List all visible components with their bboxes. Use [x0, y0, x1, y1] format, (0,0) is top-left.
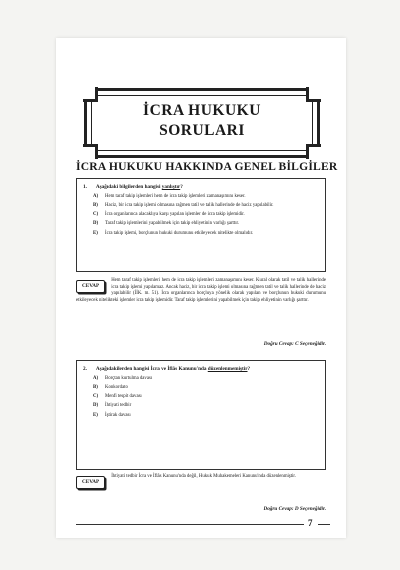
option-e: E) İcra takip işlemi, borçlunun hukuki durumunu etkileyecek nitelikte olmalıdır.: [93, 230, 254, 236]
option-c: C) Menfi tespit davası: [93, 394, 142, 400]
question-1-number: 1.: [83, 184, 87, 190]
correct-answer-2: Doğru Cevap: D Seçeneğidir.: [263, 506, 326, 512]
option-a: A) Borçtan kurtulma davası: [93, 375, 153, 381]
answer-1-text: Hem taraf takip işlemleri hem de icra takip işlemleri zamanaşımını keser. Kural olarak tatil ve talik hallerinde icra takip işlemi yapılamaz. Ancak haciz, bir icra takip işlemi olmasına rağmen tatil ve talik hallerinde de haciz yapılabilir (İİK. m. 51). İcra organlarınca borçluya yönelik olarak yapılan ve borçlunun hukuki durumunu etkileyecek nitelikteki işlemler icra takip işlemidir. Taraf takip işlemlerini yapabilmek için takip ehliyetinin varlığı şarttır.: [76, 278, 326, 303]
cevap-badge: CEVAP: [76, 280, 105, 293]
book-page: [56, 38, 346, 538]
option-c: C) İcra organlarınca alacaklıya karşı yapılan işlemler de icra takip işlemidir.: [93, 212, 245, 218]
page-number: 7: [308, 518, 313, 528]
option-a: A) Hem taraf takip işlemleri hem de icra takip işlemleri zamanaşımını keser.: [93, 193, 246, 199]
frame-corner: [83, 87, 98, 102]
title-line-1: İCRA HUKUKU: [143, 102, 261, 119]
section-heading: İCRA HUKUKU HAKKINDA GENEL BİLGİLER: [76, 160, 338, 173]
cevap-badge: CEVAP: [76, 476, 105, 489]
question-2-prompt: Aşağıdakilerden hangisi İcra ve İflâs Kanunu'nda düzenlenmemiştir?: [95, 366, 251, 372]
question-box-2: [76, 360, 326, 470]
option-b: B) Haciz, bir icra takip işlemi olmasına rağmen tatil ve talik hallerinde de haciz yapılabilir.: [93, 203, 274, 208]
title-line-2: SORULARI: [159, 122, 245, 139]
frame-corner: [306, 144, 321, 159]
question-1-prompt: Aşağıdaki bilgilerden hangisi yanlıştır?: [95, 184, 183, 190]
title-frame: [84, 88, 320, 158]
frame-corner: [306, 87, 321, 102]
answer-2-text: İhtiyati tedbir İcra ve İflâs Kanunu'nda değil, Hukuk Muhakemeleri Kanunu'nda düzenlenmiştir.: [111, 474, 296, 479]
footer-rule: [76, 524, 304, 525]
question-2-number: 2.: [83, 366, 87, 372]
emphasis-word: yanlıştır: [161, 184, 181, 190]
question-box-1: [76, 178, 326, 272]
option-d: D) İhtiyati tedbir: [93, 403, 132, 409]
correct-answer-1: Doğru Cevap: C Seçeneğidir.: [263, 341, 326, 347]
answer-1: [76, 278, 326, 304]
option-e: E) İştirak davası: [93, 412, 131, 418]
answer-2: [76, 474, 326, 491]
option-d: D) Taraf takip işlemlerini yapabilmek için takip ehliyetinin varlığı şarttır.: [93, 221, 240, 227]
emphasis-word: düzenlenmemiştir: [207, 366, 248, 372]
footer-rule-right: [318, 524, 330, 525]
frame-corner: [83, 144, 98, 159]
option-b: B) Konkordato: [93, 385, 128, 390]
question-1-header: [83, 183, 319, 191]
question-2-header: [83, 365, 319, 373]
page-title: [87, 101, 317, 141]
